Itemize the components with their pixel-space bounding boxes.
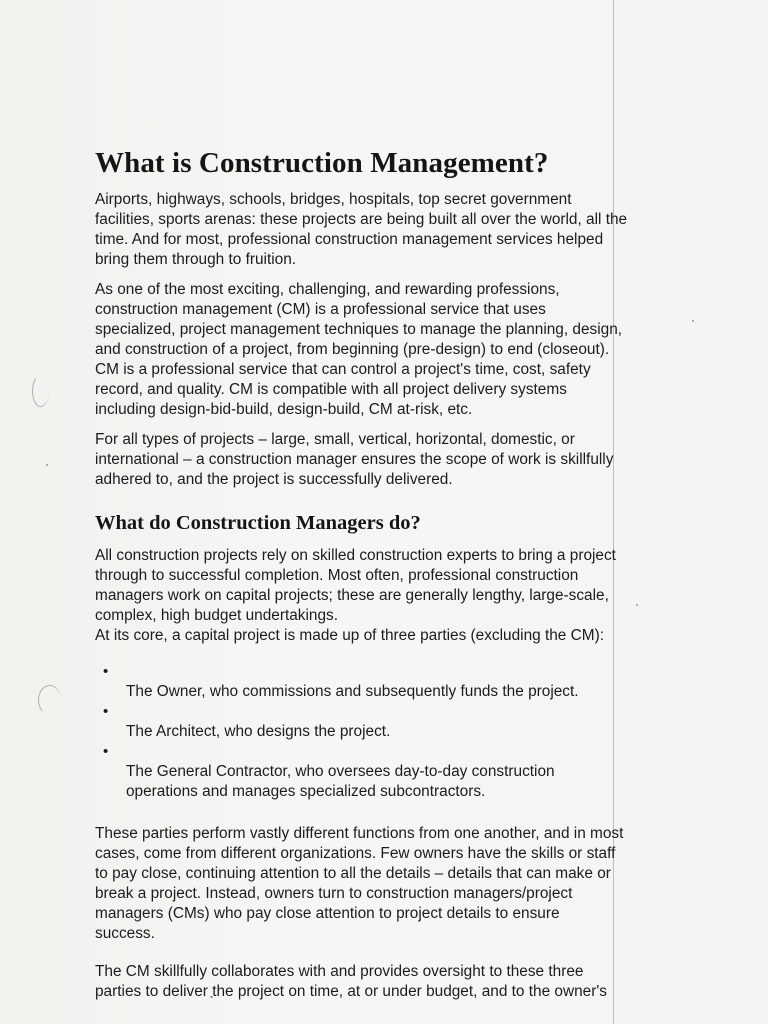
list-item [95, 662, 675, 702]
intro-paragraph-2: As one of the most exciting, challenging, and rewarding professions, construction management (CM) is a professional service that uses specialized, project management techniques to manage the planning, design, and construction of a project, from beginning (pre-design) to end (closeout). CM is a professional service that can control a project's time, cost, safety record, and quality. CM is compatible with all project delivery systems including design-bid-build, design-build, CM at-risk, etc. [95, 281, 623, 418]
document-body [95, 146, 675, 1012]
intro-paragraph-1: Airports, highways, schools, bridges, hospitals, top secret government facilities, sports arenas: these projects are being built all over the world, all the time. And for most, professional construction management services helped bring them through to fruition. [95, 191, 628, 268]
closing-paragraph-1: These parties perform vastly different functions from one another, and in most cases, come from different organizations. Few owners have the skills or staff to pay close, continuing attention to all the details – details that can make or break a project. Instead, owners turn to construction managers/project managers (CMs) who pay close attention to project details to ensure success. [95, 825, 624, 942]
list-item-text: The General Contractor, who oversees day-to-day construction operations and manages specialized subcontractors. [126, 763, 555, 800]
bullet-glyph: • [103, 743, 109, 760]
list-item-text: The Owner, who commissions and subsequently funds the project. [126, 683, 579, 700]
section-paragraph-1: All construction projects rely on skilled construction experts to bring a project through to successful completion. Most often, professional construction managers work on capital projects; these are generally lengthy, large-scale, complex, high budget undertakings. At its core, a capital project is made up of three parties (excluding the CM): [95, 547, 616, 644]
parties-list [95, 662, 675, 802]
scan-speck [692, 320, 694, 322]
closing-paragraph-2: The CM skillfully collaborates with and provides oversight to these three parties to deliver the project on time, at or under budget, and to the owner's [95, 963, 607, 1000]
scan-speck [46, 464, 48, 466]
bullet-glyph: • [103, 703, 109, 720]
list-item-text: The Architect, who designs the project. [126, 723, 391, 740]
intro-paragraph-3: For all types of projects – large, small, vertical, horizontal, domestic, or international – a construction manager ensures the scope of work is skillfully adhered to, and the project is successfully delivered. [95, 431, 614, 488]
hole-punch-mark-lower [38, 685, 61, 715]
page-title: What is Construction Management? [95, 147, 549, 179]
section-heading: What do Construction Managers do? [95, 512, 421, 534]
list-item [95, 702, 675, 742]
list-item [95, 742, 675, 802]
hole-punch-mark-upper [32, 375, 49, 407]
bullet-glyph: • [103, 663, 109, 680]
